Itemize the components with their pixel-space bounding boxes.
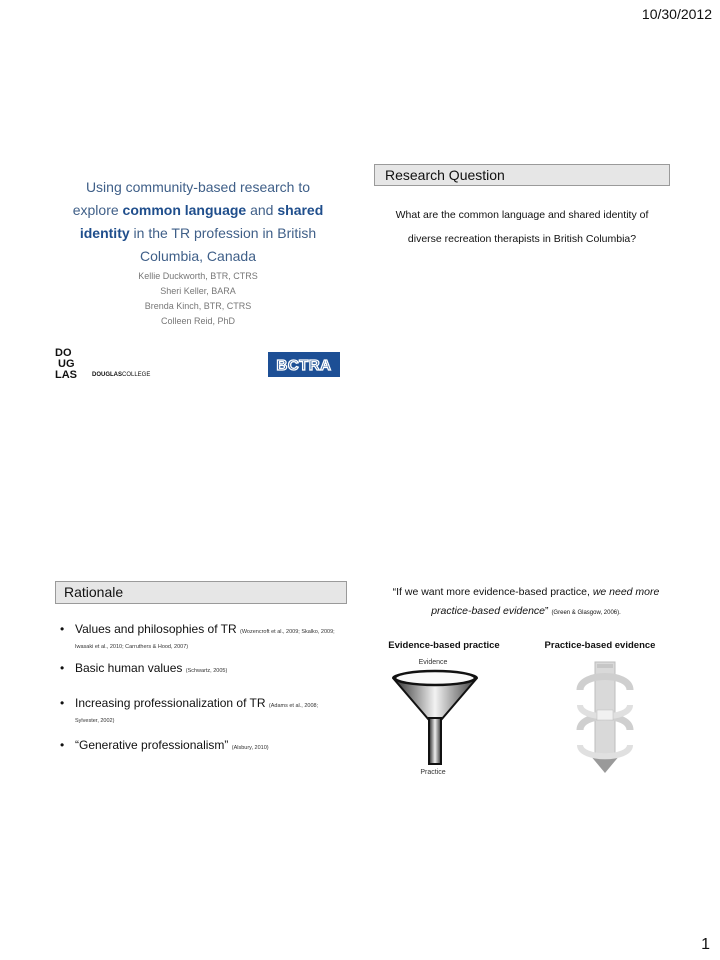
title-part: in the TR profession in British Columbia, Canada: [129, 225, 317, 264]
bullet-text: Values and philosophies of TR: [75, 622, 240, 636]
funnel-icon: [390, 668, 480, 768]
bctra-wordmark: [268, 352, 340, 377]
practice-based-evidence-diagram: [570, 660, 640, 775]
quote-start: “If we want more evidence-based practice,: [392, 586, 593, 598]
practice-based-evidence-label: Practice-based evidence: [544, 640, 656, 651]
title-emphasis: shared identity: [79, 202, 324, 241]
author: Sheri Keller, BARA: [160, 286, 236, 296]
research-question-title: Research Question: [385, 167, 505, 183]
title-emphasis: common language: [122, 202, 247, 218]
bctra-logo: [268, 352, 340, 377]
date-header: 10/30/2012: [641, 6, 712, 22]
bullet-citation: (Alsbury, 2010): [231, 745, 269, 751]
douglas-college-logo: [55, 346, 175, 380]
bullet-text: Increasing professionalization of TR: [75, 696, 269, 710]
bullet-citation: (Adams et al., 2008; Sylvester, 2002): [75, 703, 319, 724]
bullet-citation: (Schwartz, 2005): [185, 668, 228, 674]
douglas-college-wordmark: [92, 372, 150, 378]
wordmark-bold: DOUGLAS: [92, 372, 122, 378]
bullet-icon: •: [60, 696, 65, 710]
author: Kellie Duckworth, BTR, CTRS: [138, 271, 258, 281]
author-list: [62, 269, 334, 329]
evidence-based-practice-label: Evidence-based practice: [388, 640, 500, 651]
douglas-mark-line: DO: [55, 347, 72, 359]
bullet-content: [75, 696, 340, 726]
bullet-text: “Generative professionalism”: [75, 738, 232, 752]
quote-italic: we need more practice-based evidence: [431, 586, 660, 617]
rationale-title: Rationale: [64, 584, 124, 600]
douglas-mark-line: LAS: [55, 369, 77, 380]
quote-end: ”: [545, 605, 552, 617]
author: Brenda Kinch, BTR, CTRS: [144, 301, 252, 311]
rationale-header: [55, 581, 347, 604]
bullet-content: [75, 622, 340, 652]
title-part: and: [246, 202, 278, 218]
quote-text: [378, 583, 674, 623]
douglas-mark-line: UG: [58, 358, 75, 370]
bullet-icon: •: [60, 622, 65, 636]
bullet-text: Basic human values: [75, 661, 186, 675]
bullet-icon: •: [60, 738, 65, 752]
funnel-practice-label: Practice: [420, 769, 446, 776]
quote-citation: (Green & Glasgow, 2006).: [551, 610, 621, 616]
presentation-title: [62, 176, 334, 268]
research-question-header: [374, 164, 670, 186]
funnel-evidence-label: Evidence: [418, 659, 448, 666]
bullet-content: [75, 738, 340, 753]
bctra-text: BCTRA: [276, 357, 332, 374]
research-question-text: What are the common language and shared identity of diverse recreation therapists in British Columbia?: [395, 209, 649, 245]
page-number: 1: [701, 936, 710, 953]
author: Colleen Reid, PhD: [160, 316, 236, 326]
wordmark-rest: COLLEGE: [122, 372, 151, 378]
bullet-icon: •: [60, 661, 65, 675]
title-part: Using community-based research to explore: [72, 179, 311, 218]
bullet-content: [75, 661, 340, 676]
bullet-citation: (Wozencroft et al., 2009; Skalko, 2009; Iwasaki et al., 2010; Carruthers & Hood, 2007): [75, 629, 335, 650]
